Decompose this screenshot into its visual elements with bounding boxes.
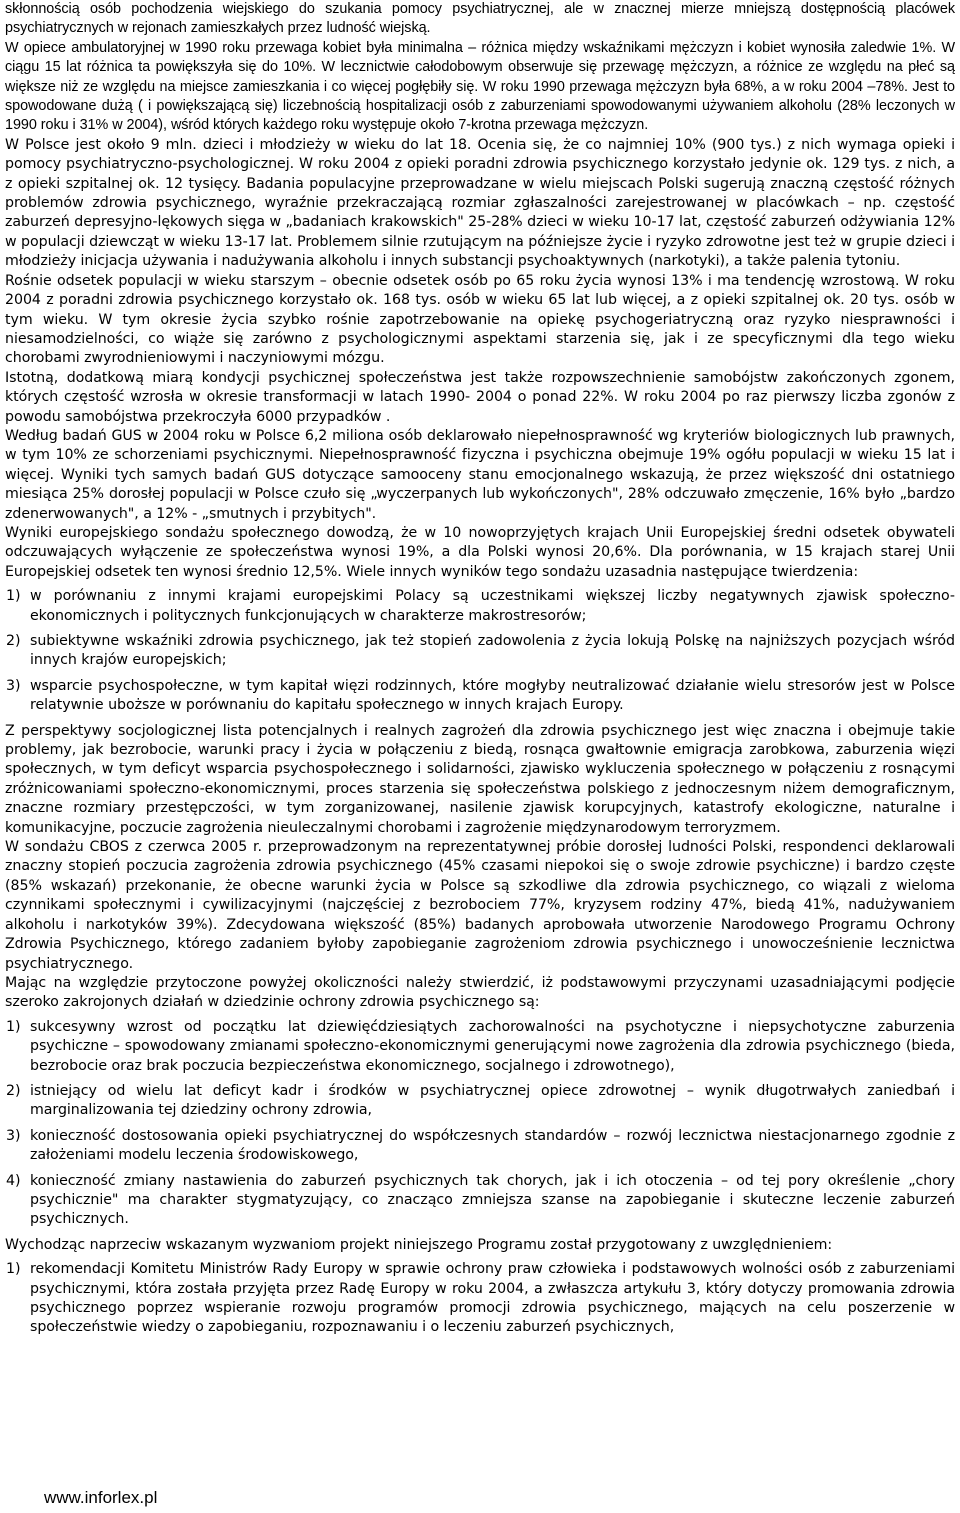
paragraph-text: skłonnością osób pochodzenia wiejskiego do szukania pomocy psychiatrycznej, ale w znacznej mierze mniejszą dostępnością placówek psychiatrycznych w rejonach zamieszkałych przez ludność wiejską. <box>5 1 955 37</box>
list-number: 2) <box>6 1082 21 1099</box>
list-reasons <box>5 1018 955 1230</box>
paragraph-children-youth: W Polsce jest około 9 mln. dzieci i młodzieży w wieku do lat 18. Ocenia się, że co najmniej 10% (900 tys.) z nich wymaga opieki i pomocy psychiatryczno-psychologicznej. W roku 2004 z opieki poradni zdrowia psychicznego korzystało jedynie ok. 129 tys. z nich, a z opieki szpitalnej ok. 12 tysięcy. Badania populacyjne przeprowadzane w wielu miejscach Polski sugerują znaczną częstość różnych problemów zdrowia psychicznego, wyraźnie przekraczającą rozmiar zgłaszalności zarejestrowanej w placówkach – np. częstość zaburzeń depresyjno-lękowych sięga w „badaniach krakowskich" 25-28% dzieci w wieku 10-17 lat, częstość zaburzeń odżywiania 12% w populacji dziewcząt w wieku 13-17 lat. Problemem silnie rzutującym na późniejsze życie i ryzyko zdrowotne jest też w grupie dzieci i młodzieży inicjacja używania i nadużywania alkoholu i innych substancji psychoaktywnych (narkotyki), a także palenia tytoniu. <box>5 136 955 270</box>
list-item <box>5 677 955 716</box>
list-survey-conclusions <box>5 587 955 715</box>
list-item-text: sukcesywny wzrost od początku lat dziewięćdziesiątych zachorowalności na psychotyczne i niepsychotyczne zaburzenia psychiczne – spowodowany zmianami społeczno-ekonomicznymi generującymi nowe zagrożenia dla zdrowia psychicznego (bieda, bezrobocie oraz brak poczucia bezpieczeństwa ekonomicznego, socjalnego i zdrowotnego), <box>30 1018 955 1074</box>
footer-url[interactable]: www.inforlex.pl <box>44 1488 158 1507</box>
document-page <box>5 0 955 1344</box>
list-item <box>5 587 955 626</box>
list-item <box>5 1018 955 1076</box>
list-item-text: rekomendacji Komitetu Ministrów Rady Europy w sprawie ochrony praw człowieka i podstawowych wolności osób z zaburzeniami psychicznymi, która została przyjęta przez Radę Europy w roku 2004, a zwłaszcza artykułu 3, który dotyczy promowania zdrowia psychicznego poprzez wspieranie rozwoju programów promocji zdrowia psychicznego, mających na celu poszerzenie w społeczeństwie wiedzy o zapobieganiu, rozpoznawaniu i o leczeniu zaburzeń psychicznych, <box>30 1261 955 1336</box>
list-number: 3) <box>6 677 21 694</box>
list-item <box>5 632 955 671</box>
list-item-text: konieczność zmiany nastawienia do zaburzeń psychicznych tak chorych, jak i ich otoczenia – od tej pory określenie „chory psychicznie" ma charakter stygmatyzujący, co znacząco zmniejsza szanse na zapobieganie i skuteczne leczenie zaburzeń psychicznych. <box>30 1172 955 1228</box>
list-number: 4) <box>6 1172 21 1189</box>
list-item <box>5 1082 955 1121</box>
list-item-text: wsparcie psychospołeczne, w tym kapitał więzi rodzinnych, które mogłyby neutralizować działanie wielu stresorów jest w Polsce relatywnie uboższe w porównaniu do kapitału społecznego w innych krajach Europy. <box>30 677 955 714</box>
paragraph-gus-disability: Według badań GUS w 2004 roku w Polsce 6,2 miliona osób deklarowało niepełnosprawność wg kryteriów biologicznych lub prawnych, w tym 10% ze schorzeniami psychicznymi. Niepełnosprawność fizyczna i psychiczna obejmuje 19% ogółu populacji w wieku 15 lat i więcej. Wyniki tych samych badań GUS dotyczące samooceny stanu emocjonalnego wskazują, że przez większość dni ostatniego miesiąca 25% dorosłej populacji w Polsce czuło się „wyczerpanych lub wykończonych", 28% odczuwało zmęczenie, 16% było „bardzo zdenerwowanych", a 12% - „smutnych i przybitych". <box>5 427 955 522</box>
paragraph-suicides: Istotną, dodatkową miarą kondycji psychicznej społeczeństwa jest także rozpowszechnienie samobójstw zakończonych zgonem, których częstość wzrosła w okresie transformacji w latach 1990- 2004 o ponad 22%. W roku 2004 po raz pierwszy liczba zgonów z powodu samobójstwa przekroczyła 6000 przypadków . <box>5 369 955 425</box>
list-item <box>5 1260 955 1338</box>
paragraph-sociological-threats: Z perspektywy socjologicznej lista potencjalnych i realnych zagrożeń dla zdrowia psychicznego jest więc znaczna i obejmuje takie problemy, jak bezrobocie, warunki pracy i życia w połączeniu z biedą, rosnąca gwałtownie emigracja zarobkowa, zaburzenia więzi społecznych, w tym deficyt wsparcia psychospołecznego i solidarności, zjawisko wykluczenia społecznego w połączeniu z rosnącymi zróżnicowaniami społeczno-ekonomicznymi, proces starzenia się społeczeństwa polskiego z jednoczesnym niżem demograficznym, znaczne rozmiary przestępczości, w tym zorganizowanej, nasilenie zjawisk korupcyjnych, katastrofy ekologiczne, naturalne i komunikacyjne, poczucie zagrożenia nieuleczalnymi chorobami i zagrożenie międzynarodowym terroryzmem. <box>5 722 955 836</box>
list-item <box>5 1172 955 1230</box>
paragraph-european-survey: Wyniki europejskiego sondażu społecznego dowodzą, że w 10 nowoprzyjętych krajach Unii Europejskiej średni odsetek obywateli odczuwających wyłączenie ze społeczeństwa wynosi 19%, a dla Polski wynosi 20,6%. Dla porównania, w 15 krajach starej Unii Europejskiej odsetek ten wynosi średnio 12,5%. Wiele innych wyników tego sondażu uzasadnia następujące twierdzenia: <box>5 524 955 580</box>
paragraph-reasons-intro: Mając na względzie przytoczone powyżej okoliczności należy stwierdzić, iż podstawowymi przyczynami uzasadniającymi podjęcie szeroko zakrojonych działań w dziedzinie ochrony zdrowia psychicznego są: <box>5 974 955 1011</box>
paragraph-text: Jest to spowodowane dużą ( i powiększającą się) liczebnością hospitalizacji osób z zaburzeniami spowodowanymi używaniem alkoholu (28% leczonych w 1990 roku i 31% w 2004), wśród których każdego roku występuje około 7-krotna przewaga mężczyzn. <box>5 78 955 134</box>
list-number: 3) <box>6 1127 21 1144</box>
list-item <box>5 1127 955 1166</box>
list-item-text: konieczność dostosowania opieki psychiatrycznej do współczesnych standardów – rozwój lecznictwa niestacjonarnego zgodnie z założeniami modelu leczenia środowiskowego, <box>30 1127 955 1164</box>
paragraph-cbos-survey: W sondażu CBOS z czerwca 2005 r. przeprowadzonym na reprezentatywnej próbie dorosłej ludności Polski, respondenci deklarowali znaczny stopień poczucia zagrożenia zdrowia psychicznego (45% czasami niepokoi się o swoje zdrowie psychiczne) i bardzo częste (85% wskazań) przekonanie, że obecne warunki życia w Polsce są szkodliwe dla zdrowia psychicznego, co wiązali z wieloma czynnikami społecznymi i cywilizacyjnymi (najczęściej z bezrobociem 77%, kryzysem rodziny 47%, biedą 41%, nadużywaniem alkoholu i narkotyków 39%). Zdecydowana większość (85%) badanych aprobowała utworzenie Narodowego Programu Ochrony Zdrowia Psychicznego, którego zadaniem byłoby zapobieganie zagrożeniom zdrowia psychicznego i unowocześnienie lecznictwa psychiatrycznego. <box>5 839 955 972</box>
list-number: 1) <box>6 1261 21 1278</box>
list-number: 1) <box>6 588 21 605</box>
paragraph-text: W lecznictwie całodobowym obserwuje się przewagę mężczyzn, a różnice ze względu na płeć są większe niż ze względu na miejsce zamieszkania i co więcej pogłębiły się. W roku 1990 przewaga mężczyzn była 68%, a w roku 2004 –78%. <box>5 59 956 95</box>
paragraph-program-intro: Wychodząc naprzeciw wskazanym wyzwaniom projekt niniejszego Programu został przygotowany z uwzględnieniem: <box>5 1236 833 1253</box>
list-item-text: istniejący od wielu lat deficyt kadr i środków w psychiatrycznej opiece zdrowotnej – wynik długotrwałych zaniedbań i marginalizowania tej dziedziny ochrony zdrowia, <box>30 1082 955 1119</box>
paragraph-gender-differences <box>5 39 955 136</box>
list-number: 1) <box>6 1018 21 1035</box>
list-item-text: subiektywne wskaźniki zdrowia psychicznego, jak też stopień zadowolenia z życia lokują Polskę na najniższych pozycjach wśród innych krajów europejskich; <box>30 633 955 669</box>
list-program-basis <box>5 1260 955 1338</box>
list-item-text: w porównaniu z innymi krajami europejskimi Polacy są uczestnikami większej liczby negatywnych zjawisk społeczno-ekonomicznych i politycznych funkcjonujących w charakterze makrostresorów; <box>30 588 955 624</box>
list-number: 2) <box>6 633 21 649</box>
paragraph-text: W opiece ambulatoryjnej w 1990 roku przewaga kobiet była minimalna – różnica między wskaźnikami mężczyzn i kobiet wynosiła zaledwie 1%. W ciągu 15 lat różnica ta powiększyła się do 10%. <box>5 39 955 76</box>
paragraph-elderly: Rośnie odsetek populacji w wieku starszym – obecnie odsetek osób po 65 roku życia wynosi 13% i ma tendencję wzrostową. W roku 2004 z poradni zdrowia psychicznego korzystało ok. 168 tys. osób w wieku 65 lat lub więcej, a z opieki szpitalnej ok. 20 tys. osób w tym wieku. W tym okresie życia szybko rośnie zapotrzebowanie na opiekę psychogeriatryczną oraz ryzyko niesprawności i niesamodzielności, co wiąże się zarówno z psychologicznymi aspektami starzenia się, jak i ze specyficznymi dla tego wieku chorobami zwyrodnieniowymi i naczyniowymi mózgu. <box>5 272 955 367</box>
paragraph-rural-access <box>5 0 955 39</box>
